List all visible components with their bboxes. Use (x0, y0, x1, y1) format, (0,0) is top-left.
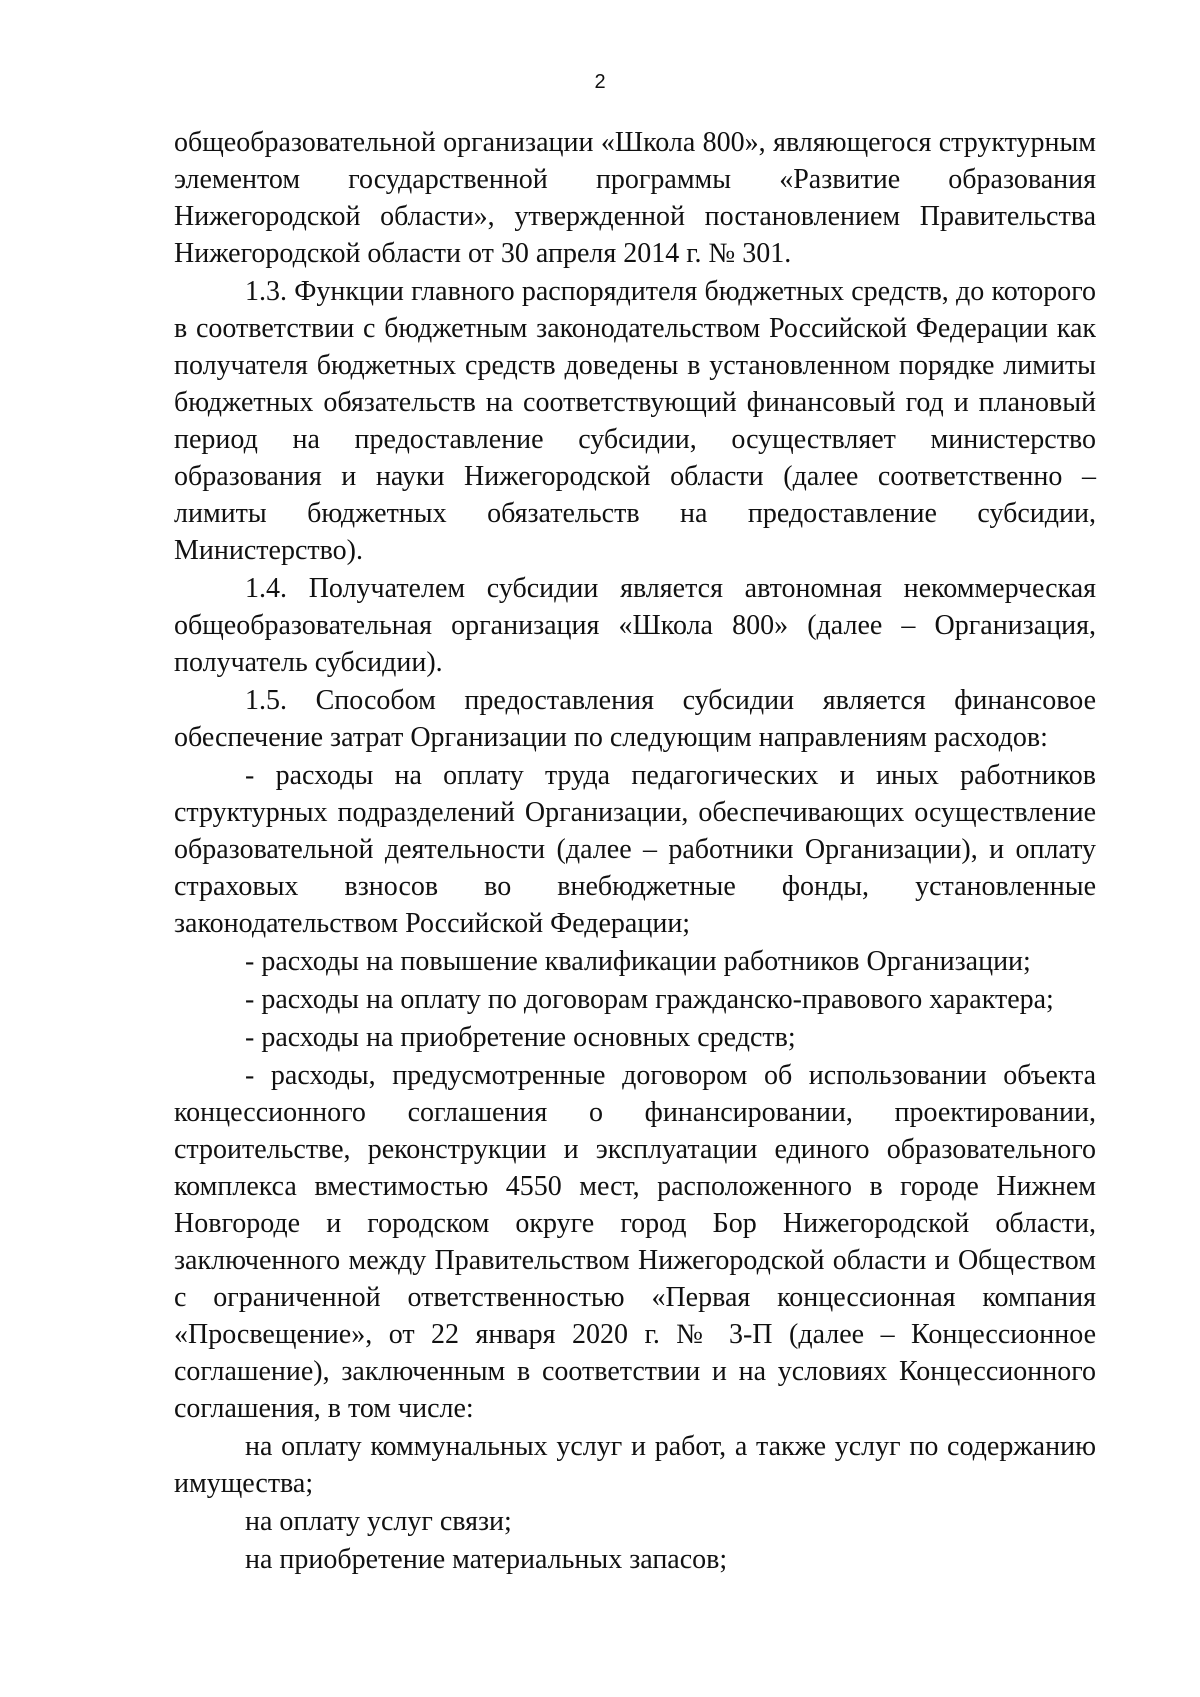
sub-item-utilities: на оплату коммунальных услуг и работ, а также услуг по содержанию имущества; (174, 1431, 1096, 1499)
paragraph-1-5: 1.5. Способом предоставления субсидии является финансовое обеспечение затрат Организации по следующим направлениям расходов: (174, 685, 1096, 753)
document-body (174, 124, 1096, 1579)
paragraph-1-3: 1.3. Функции главного распорядителя бюджетных средств, до которого в соответствии с бюджетным законодательством Российской Федерации как получателя бюджетных средств доведены в установленном порядке лимиты бюджетных обязательств на соответствующий финансовый год и плановый период на предоставление субсидии, осуществляет министерство образования и науки Нижегородской области (далее соответственно – лимиты бюджетных обязательств на предоставление субсидии, Министерство). (174, 276, 1096, 566)
list-item-civil-contracts: - расходы на оплату по договорам гражданско-правового характера; (245, 984, 1054, 1015)
paragraph-continuation: общеобразовательной организации «Школа 800», являющегося структурным элементом государственной программы «Развитие образования Нижегородской области», утвержденной постановлением Правительства Нижегородской области от 30 апреля 2014 г. № 301. (174, 127, 1096, 269)
paragraph-1-4: 1.4. Получателем субсидии является автономная некоммерческая общеобразовательная организация «Школа 800» (далее – Организация, получатель субсидии). (174, 573, 1096, 678)
page-number: 2 (594, 71, 606, 93)
list-item-labor-costs: - расходы на оплату труда педагогических и иных работников структурных подразделений Организации, обеспечивающих осуществление образовательной деятельности (далее – работники Организации), и оплату страховых взносов во внебюджетные фонды, установленные законодательством Российской Федерации; (174, 760, 1096, 939)
list-item-concession-costs: - расходы, предусмотренные договором об использовании объекта концессионного соглашения о финансировании, проектировании, строительстве, реконструкции и эксплуатации единого образовательного комплекса вместимостью 4550 мест, расположенного в городе Нижнем Новгороде и городском округе город Бор Нижегородской области, заключенного между Правительством Нижегородской области и Обществом с ограниченной ответственностью «Первая концессионная компания «Просвещение», от 22 января 2020 г. № 3-П (далее – Концессионное соглашение), заключенным в соответствии и на условиях Концессионного соглашения, в том числе: (174, 1060, 1096, 1424)
list-item-fixed-assets: - расходы на приобретение основных средств; (245, 1022, 796, 1053)
sub-item-communications: на оплату услуг связи; (245, 1506, 512, 1537)
list-item-qualification: - расходы на повышение квалификации работников Организации; (245, 946, 1031, 977)
sub-item-materials: на приобретение материальных запасов; (245, 1544, 728, 1575)
